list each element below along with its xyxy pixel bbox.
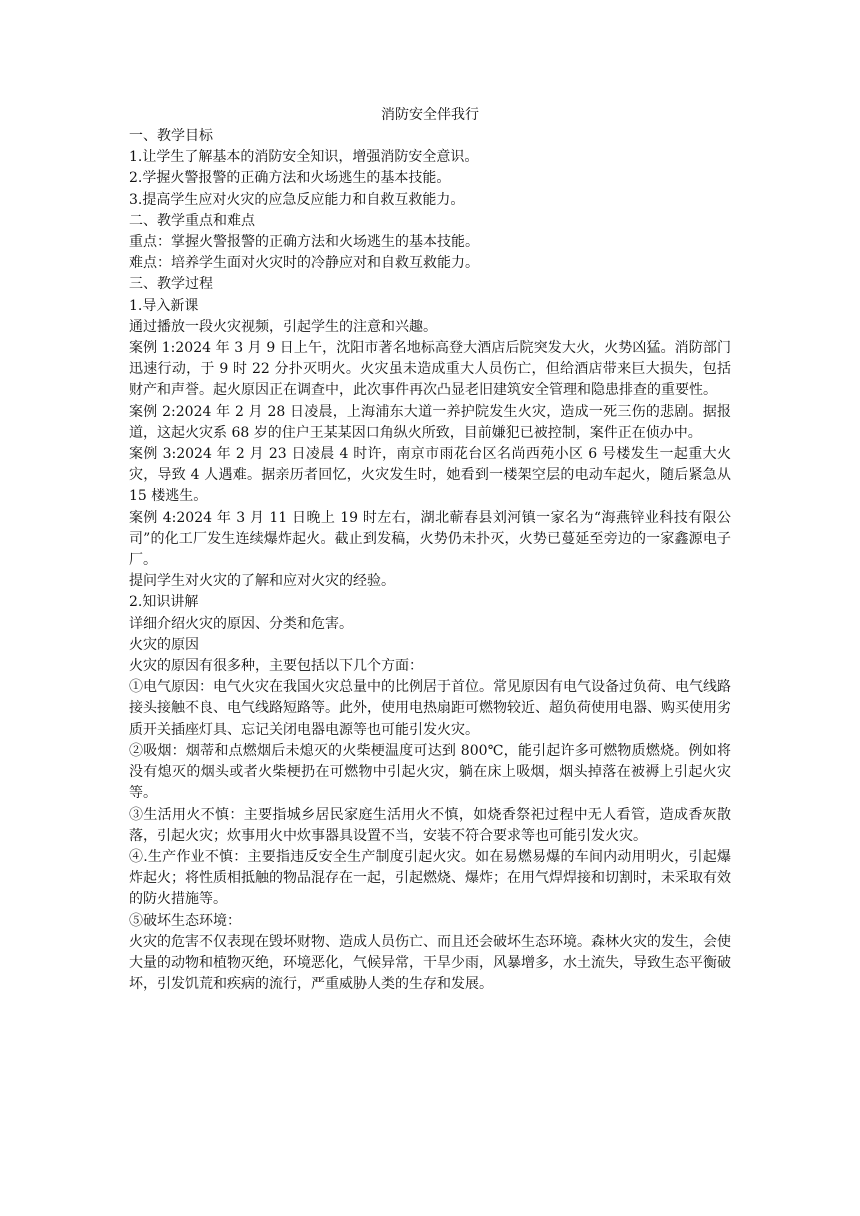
document-title: 消防安全伴我行 (381, 107, 479, 123)
cause-smoking: ②吸烟：烟蒂和点燃烟后未熄灭的火柴梗温度可达到 800℃，能引起许多可燃物质燃烧。例如将没有熄灭的烟头或者火柴梗扔在可燃物中引起火灾，躺在床上吸烟，烟头掉落在被褥上引起火灾等。 (129, 742, 731, 802)
case-1: 案例 1:2024 年 3 月 9 日上午，沈阳市著名地标高登大酒店后院突发大火，火势凶猛。消防部门迅速行动，于 9 时 22 分扑灭明火。火灾虽未造成重大人员伤亡，但给酒店带来巨大损失，包括财产和声誉。起火原因正在调查中，此次事件再次凸显老旧建筑安全管理和隐患排查的重要性。 (129, 340, 731, 399)
case-4: 案例 4:2024 年 3 月 11 日晚上 19 时左右，湖北蕲春县刘河镇一家名为“海燕锌业科技有限公司”的化工厂发生连续爆炸起火。截止到发稿，火势仍未扑灭，火势已蔓延至旁边的一家鑫源电子厂。 (129, 509, 731, 569)
section-heading-process: 三、教学过程 (129, 276, 213, 293)
subheading-introduction: 1.导入新课 (129, 297, 199, 314)
objective-3: 3.提高学生应对火灾的应急反应能力和自救互救能力。 (129, 191, 465, 208)
introduction-text: 通过播放一段火灾视频，引起学生的注意和兴趣。 (129, 318, 437, 335)
cause-careless-fire-use: ③生活用火不慎：主要指城乡居民家庭生活用火不慎，如烧香祭祀过程中无人看管，造成香灰散落，引起火灾；炊事用火中炊事器具设置不当，安装不符合要求等也可能引发火灾。 (129, 806, 731, 844)
case-3: 案例 3:2024 年 2 月 23 日凌晨 4 时许，南京市雨花台区名尚西苑小区 6 号楼发生一起重大火灾，导致 4 人遇难。据亲历者回忆，火灾发生时，她看到一楼架空层的电动车起火，随后紧急从 15 楼逃生。 (129, 446, 731, 505)
objective-2: 2.学握火警报警的正确方法和火场逃生的基本技能。 (129, 170, 451, 187)
document-page (129, 105, 731, 995)
question-text: 提问学生对火灾的了解和应对火灾的经验。 (129, 573, 395, 590)
case-2: 案例 2:2024 年 2 月 28 日凌晨，上海浦东大道一养护院发生火灾，造成一死三伤的悲剧。据报道，这起火灾系 68 岁的住户王某某因口角纵火所致，目前嫌犯已被控制，案件正在侦办中。 (129, 403, 731, 441)
subheading-fire-causes: 火灾的原因 (129, 636, 199, 653)
section-heading-objectives: 一、教学目标 (129, 128, 213, 144)
ecology-text: 火灾的危害不仅表现在毁坏财物、造成人员伤亡、而且还会破坏生态环境。森林火灾的发生，会使大量的动物和植物灭绝，环境恶化，气候异常，干旱少雨，风暴增多，水土流失，导致生态平衡破坏，引发饥荒和疾病的流行，严重威胁人类的生存和发展。 (129, 933, 731, 993)
knowledge-intro: 详细介绍火灾的原因、分类和危害。 (129, 615, 353, 632)
difficult-point: 难点：培养学生面对火灾时的冷静应对和自救互救能力。 (129, 255, 479, 272)
objective-1: 1.让学生了解基本的消防安全知识，增强消防安全意识。 (129, 149, 479, 166)
cause-production: ④.生产作业不慎：主要指违反安全生产制度引起火灾。如在易燃易爆的车间内动用明火，引起爆炸起火；将性质相抵触的物品混存在一起，引起燃烧、爆炸；在用气焊焊接和切割时，未采取有效的防火措施等。 (129, 848, 731, 908)
key-point: 重点：掌握火警报警的正确方法和火场逃生的基本技能。 (129, 234, 479, 251)
section-heading-key-points: 二、教学重点和难点 (129, 212, 255, 229)
fire-causes-intro: 火灾的原因有很多种，主要包括以下几个方面： (129, 658, 423, 675)
cause-electrical: ①电气原因：电气火灾在我国火灾总量中的比例居于首位。常见原因有电气设备过负荷、电气线路接头接触不良、电气线路短路等。此外，使用电热扇距可燃物较近、超负荷使用电器、购买使用劣质开关插座灯具、忘记关闭电器电源等也可能引发火灾。 (129, 679, 731, 738)
subheading-knowledge: 2.知识讲解 (129, 594, 199, 611)
subheading-ecology: ⑤破坏生态环境： (129, 912, 241, 929)
